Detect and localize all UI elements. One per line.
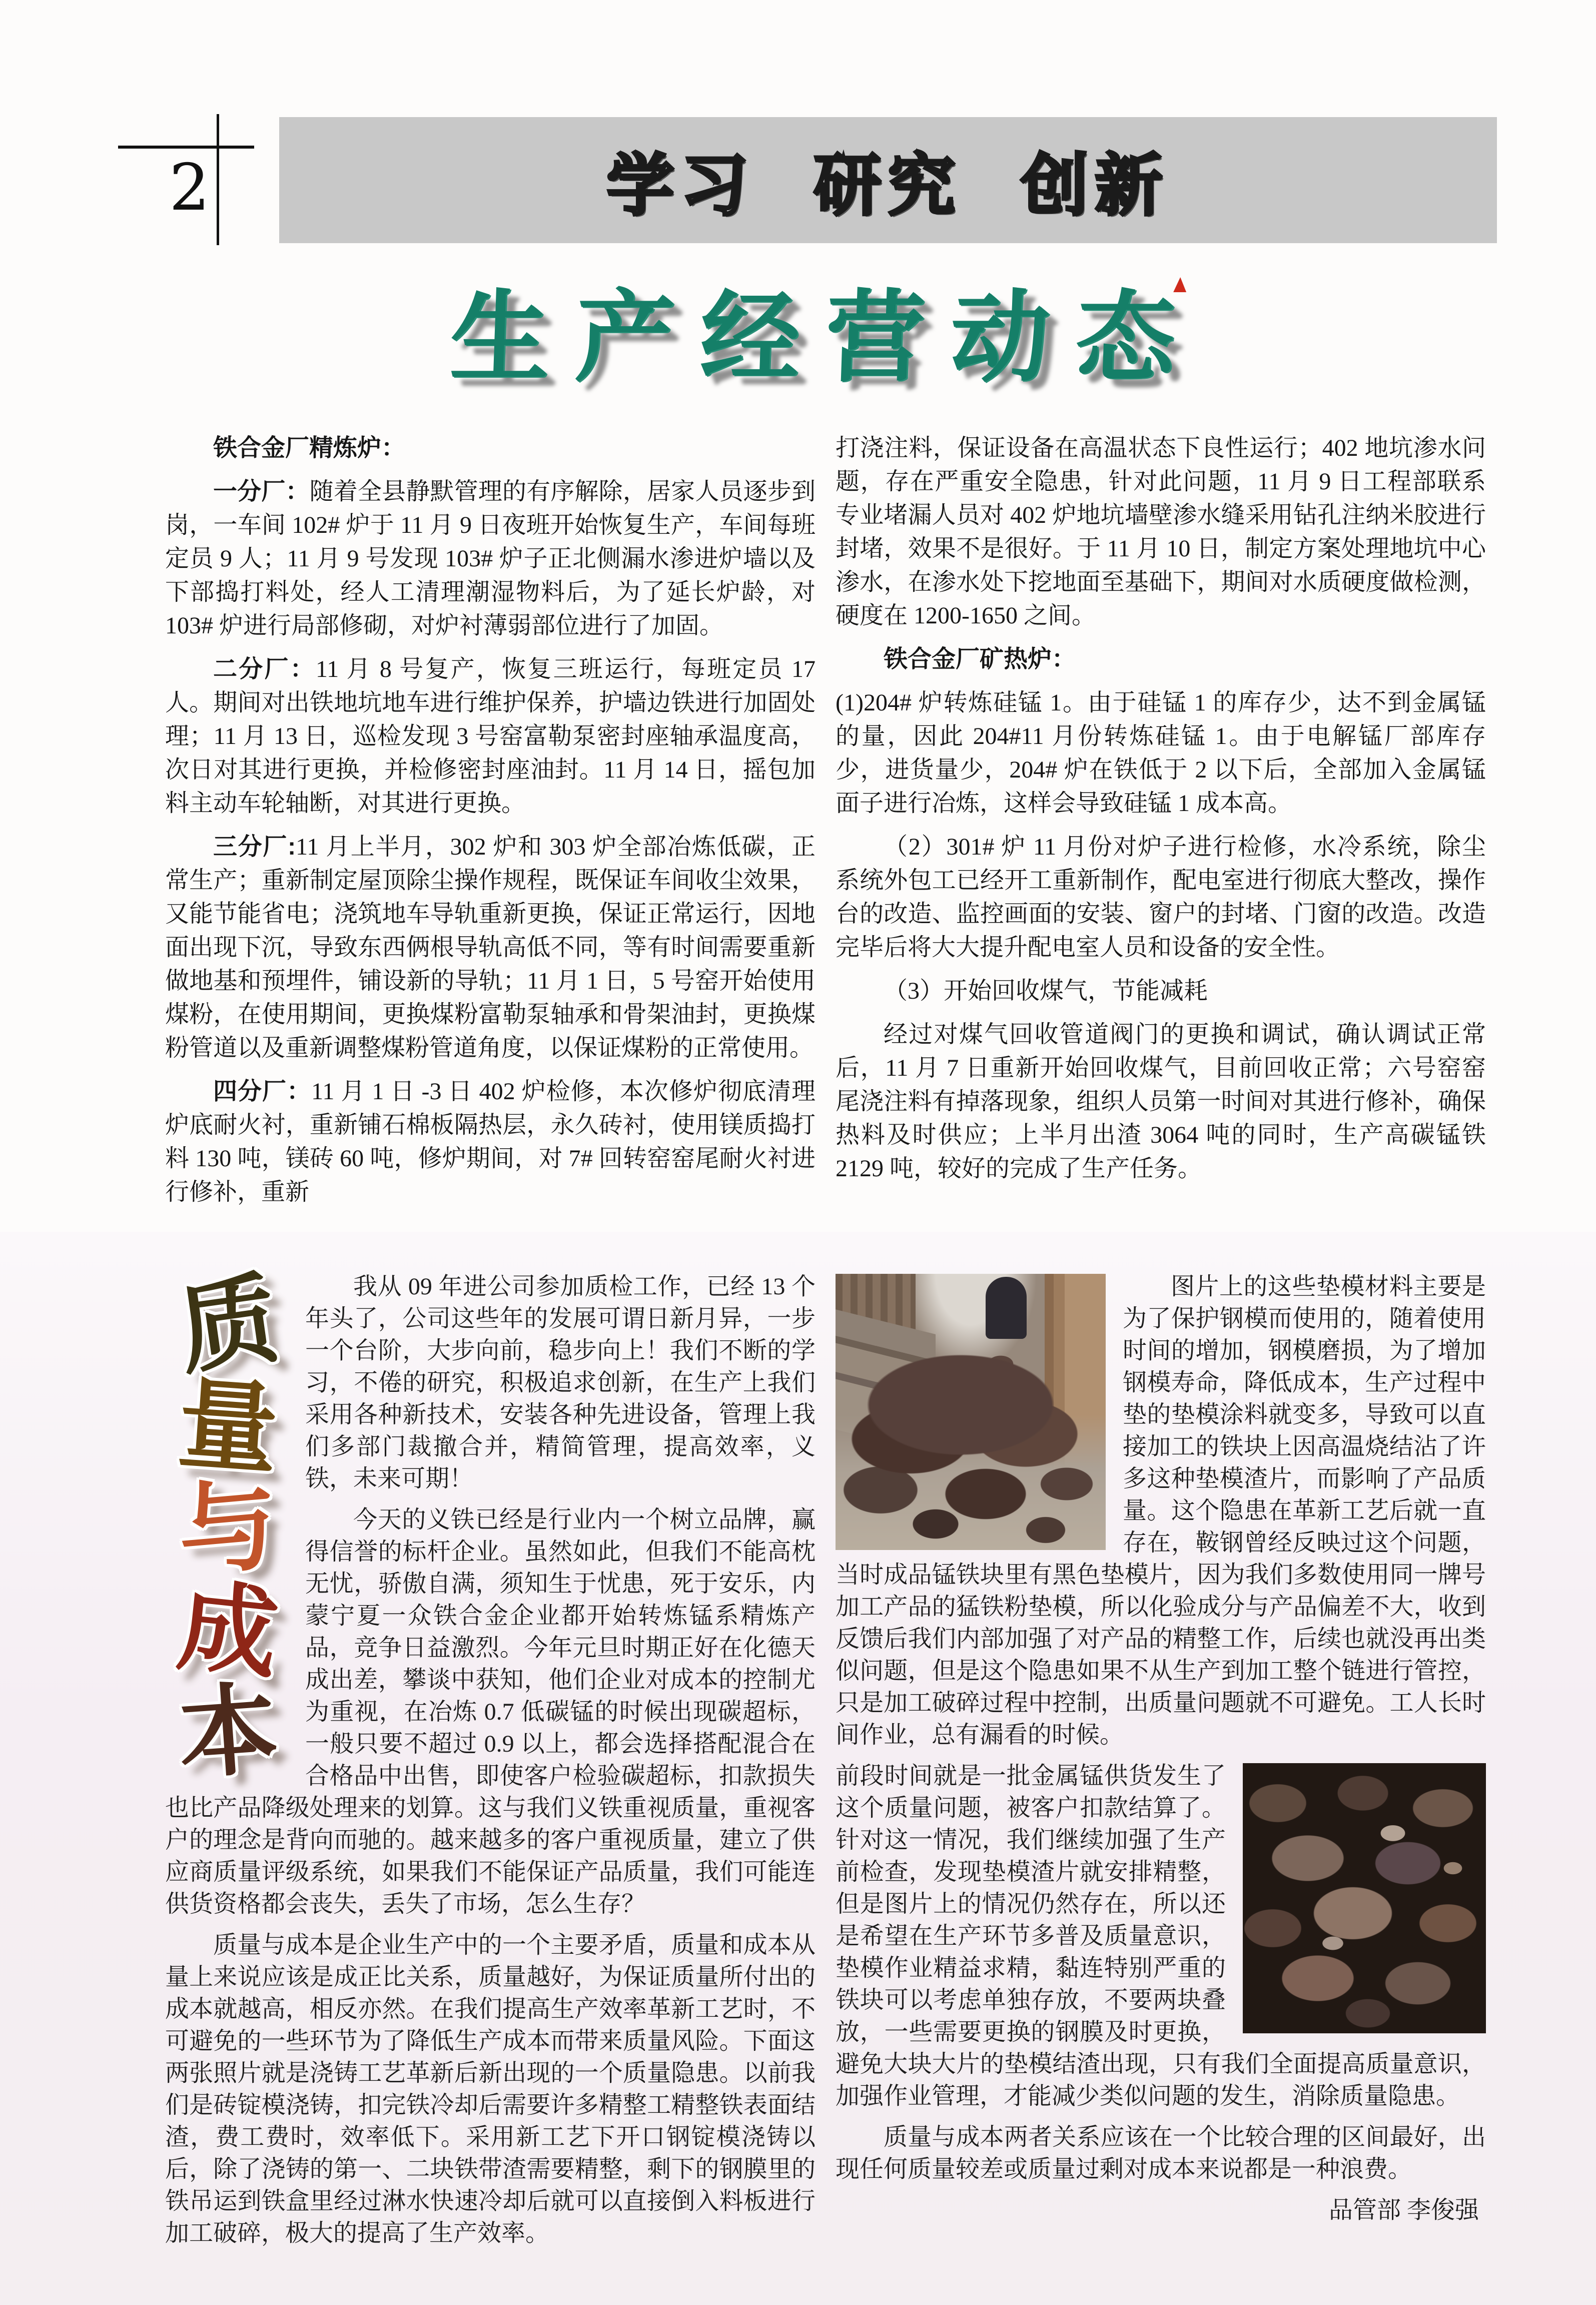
paragraph-plant-1 [165, 475, 816, 642]
banner-word-study: 学习 [606, 149, 755, 223]
plant-1-label: 一分厂： [213, 478, 310, 505]
article-column-right [836, 431, 1486, 1219]
calligraphy-char-ben: 本 [175, 1670, 282, 1793]
calligraphy-char-yu: 与 [174, 1465, 283, 1591]
registration-mark-vertical [217, 114, 219, 245]
section-title-text: 生产经营动态 [448, 279, 1203, 395]
production-report-article [165, 431, 1486, 1219]
paragraph-gas-recovery: 经过对煤气回收管道阀门的更换和调试，确认调试正常后，11 月 7 日重新开始回收煤气，目前回收正常；六号窑窑尾浇注料有掉落现象，组织人员第一时间对其进行修补，确保热料及时供应；上半月出渣 3064 吨的同时，生产高碳锰铁 2129 吨，较好的完成了生产任务。 [836, 1021, 1486, 1182]
registration-mark-horizontal [118, 146, 254, 149]
paragraph-plant-3 [165, 830, 816, 1065]
manganese-lumps-photo [1243, 1763, 1486, 2033]
photo-slag-rubble [836, 1274, 1106, 1550]
calligraphy-char-liang: 量 [175, 1364, 282, 1488]
essay-paragraph-4: 图片上的这些垫模材料主要是为了保护钢模而使用的，随着使用时间的增加，钢模磨损，为了增加钢模寿命，降低成本，生产过程中垫的垫模涂料就变多，导致可以直接加工的铁块上因高温烧结沾了许多这种垫模渣片，而影响了产品质量。这个隐患在革新工艺后就一直存在，鞍钢曾经反映过这个问题，当时成品锰铁块里有黑色垫模片，因为我们多数使用同一牌号加工产品的猛铁粉垫模，所以化验成分与产品偏差不大，收到反馈后我们内部加强了对产品的精整工作，后续也就没再出类似问题，但是这个隐患如果不从生产到加工整个链进行管控，只是加工破碎过程中控制，出质量问题就不可避免。工人长时间作业，总有漏看的时候。 [836, 1273, 1486, 1748]
calligraphy-char-cheng: 成 [173, 1566, 284, 1693]
section-title-production-dynamics [163, 280, 1488, 394]
plant-3-label: 三分厂: [213, 834, 296, 860]
article-column-left [165, 431, 816, 1219]
plant-4-text: 11 月 1 日 -3 日 402 炉检修，本次修炉彻底清理炉底耐火衬，重新铺石棉板隔热层，永久砖衬，使用镁质捣打料 130 吨，镁砖 60 吨，修炉期间，对 7# 回转窑窑尾耐火衬进行修补，重新 [165, 1078, 816, 1205]
plant-1-text: 随着全县静默管理的有序解除，居家人员逐步到岗，一车间 102# 炉于 11 月 9 日夜班开始恢复生产，车间每班定员 9 人；11 月 9 号发现 103# 炉子正北侧漏水渗进炉墙以及下部捣打料处，经人工清理潮湿物料后，为了延长炉龄，对 103# 炉进行局部修砌，对炉衬薄弱部位进行了加固。 [165, 478, 816, 639]
essay-paragraph-6: 质量与成本两者关系应该在一个比较合理的区间最好，出现任何质量较差或质量过剩对成本来说都是一种浪费。 [836, 2124, 1486, 2182]
essay-column-left [165, 1259, 816, 2258]
refining-furnace-heading: 铁合金厂精炼炉： [213, 435, 406, 461]
photo-ore-lumps [1243, 1763, 1486, 2033]
paragraph-plant-4 [165, 1075, 816, 1209]
banner-word-research: 研究 [814, 149, 962, 223]
plant-3-text: 11 月上半月，302 炉和 303 炉全部冶炼低碳，正常生产；重新制定屋顶除尘操作规程，既保证车间收尘效果，又能节能省电；浇筑地车导轨重新更换，保证正常运行，因地面出现下沉，导致东西俩根导轨高低不同，等有时间需要重新做地基和预埋件，铺设新的导轨；11 月 1 日，5 号窑开始使用煤粉，在使用期间，更换煤粉富勒泵轴承和骨架油封，更换煤粉管道以及重新调整煤粉管道角度，以保证煤粉的正常使用。 [165, 834, 816, 1061]
essay-paragraph-2: 今天的义铁已经是行业内一个树立品牌，赢得信誉的标杆企业。虽然如此，但我们不能高枕无忧，骄傲自满，须知生于忧患，死于安乐，内蒙宁夏一众铁合金企业都开始转炼锰系精炼产品，竞争日益激烈。今年元旦时期正好在化德天成出差，攀谈中获知，他们企业对成本的控制尤为重视，在冶炼 0.7 低碳锰的时候出现碳超标，一般只要不超过 0.9 以上，都会选择搭配混合在合格品中出售，即使客户检验碳超标，扣款损失也比产品降级处理来的划算。这与我们义铁重视质量，重视客户的理念是背向而驰的。越来越多的客户重视质量，建立了供应商质量评级系统，如果我们不能保证产品质量，我们可能连供货资格都会丧失，丢失了市场，怎么生存？ [165, 1506, 816, 1917]
paragraph-item-1: (1)204# 炉转炼硅锰 1。由于硅锰 1 的库存少，达不到金属锰的量，因此 204#11 月份转炼硅锰 1。由于电解锰厂部库存少，进货量少，204# 炉在铁低于 2 以下后，全部加入金属锰面子进行冶炼，这样会导致硅锰 1 成本高。 [836, 689, 1486, 817]
author-signature: 品管部 李俊强 [1328, 2197, 1479, 2223]
essay-column-right [836, 1271, 1486, 2258]
paragraph-plant-4-continuation: 打浇注料，保证设备在高温状态下良性运行；402 地坑渗水问题，存在严重安全隐患，针对此问题，11 月 9 日工程部联系专业堵漏人员对 402 炉地坑墙壁渗水缝采用钻孔注纳米胶进行封堵，效果不是很好。于 11 月 10 日，制定方案处理地坑中心渗水，在渗水处下挖地面至基础下，期间对水质硬度做检测，硬度在 1200-1650 之间。 [836, 435, 1486, 629]
page-number: 2 [169, 151, 210, 225]
paragraph-item-3: （3）开始回收煤气，节能减耗 [884, 978, 1208, 1004]
banner-word-innovation: 创新 [1021, 149, 1170, 223]
paragraph-plant-2 [165, 652, 816, 820]
quality-cost-essay [165, 1259, 1486, 2258]
red-brush-accent-icon [1173, 277, 1187, 292]
plant-2-text: 11 月 8 号复产，恢复三班运行，每班定员 17 人。期间对出铁地坑地车进行维护保养，护墙边铁进行加固处理；11 月 13 日，巡检发现 3 号窑富勒泵密封座轴承温度高，次日对其进行更换，并检修密封座油封。11 月 14 日，摇包加料主动车轮轴断，对其进行更换。 [165, 656, 816, 817]
workshop-debris-photo [836, 1274, 1106, 1550]
plant-4-label: 四分厂： [213, 1078, 312, 1105]
ore-furnace-heading: 铁合金厂矿热炉： [884, 646, 1076, 672]
calligraphy-char-zhi: 质 [171, 1259, 286, 1389]
masthead-banner [279, 117, 1497, 243]
paragraph-item-2: （2）301# 炉 11 月份对炉子进行检修，水冷系统，除尘系统外包工已经开工重新制作，配电室进行彻底大整改，操作台的改造、监控画面的安装、窗户的封堵、门窗的改造。改造完毕后将大大提升配电室人员和设备的安全性。 [836, 834, 1486, 961]
essay-paragraph-3: 质量与成本是企业生产中的一个主要矛盾，质量和成本从量上来说应该是成正比关系，质量越好，为保证质量所付出的成本就越高，相反亦然。在我们提高生产效率革新工艺时，不可避免的一些环节为了降低生产成本而带来质量风险。下面这两张照片就是浇铸工艺革新后新出现的一个质量隐患。以前我们是砖锭模浇铸，扣完铁冷却后需要许多精整工精整铁表面结渣，费工费时，效率低下。采用新工艺下开口钢锭模浇铸以后，除了浇铸的第一、二块铁带渣需要精整，剩下的钢膜里的铁吊运到铁盒里经过淋水快速冷却后就可以直接倒入料板进行加工破碎，极大的提高了生产效率。 [165, 1932, 816, 2246]
essay-paragraph-5: 前段时间就是一批金属锰供货发生了这个质量问题，被客户扣款结算了。针对这一情况，我们继续加强了生产前检查，发现垫模渣片就安排精整，但是图片上的情况仍然存在，所以还是希望在生产环节多普及质量意识，垫模作业精益求精，黏连特别严重的铁块可以考虑单独存放，不要两块叠放，一些需要更换的钢膜及时更换，避免大块大片的垫模结渣出现，只有我们全面提高质量意识，加强作业管理，才能减少类似问题的发生，消除质量隐患。 [836, 1763, 1486, 2109]
plant-2-label: 二分厂： [213, 656, 316, 682]
quality-cost-calligraphy-title [165, 1259, 291, 1793]
essay-paragraph-1: 我从 09 年进公司参加质检工作，已经 13 个年头了，公司这些年的发展可谓日新月异，一步一个台阶，大步向前，稳步向上！我们不断的学习，不倦的研究，积极追求创新，在生产上我们采用各种新技术，安装各种先进设备，管理上我们多部门裁撤合并，精简管理，提高效率，义铁，未来可期！ [305, 1273, 816, 1492]
